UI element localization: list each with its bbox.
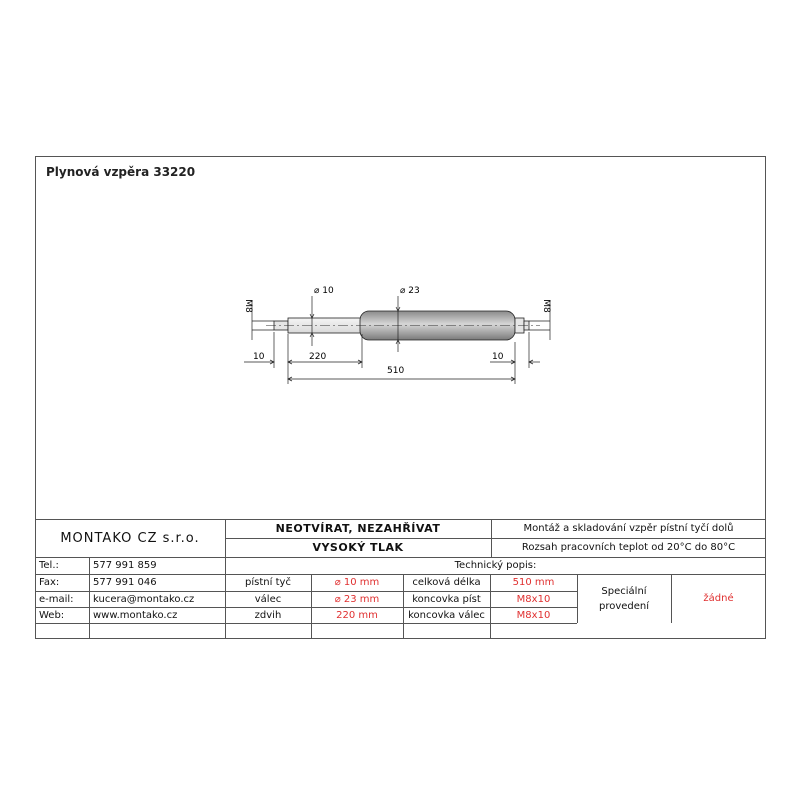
contact-label-web: Web: (39, 609, 65, 621)
assembly-note: Montáž a skladování vzpěr pístní tyčí dolů (523, 523, 734, 534)
dim-cylinder-diameter-label: ⌀ 23 (400, 286, 420, 296)
contact-value-web[interactable]: www.montako.cz (93, 609, 178, 621)
title-block (35, 519, 766, 639)
dim-rod-end-length-label: 10 (253, 352, 265, 362)
spec-value-stroke: 220 mm (336, 609, 378, 621)
spec-label-rod-end: koncovka píst (412, 593, 481, 605)
temperature-note: Rozsah pracovních teplot od 20°C do 80°C (521, 542, 736, 553)
contact-label-fax: Fax: (39, 577, 60, 588)
dim-cylinder-end-length-label: 10 (492, 352, 504, 362)
technical-header: Technický popis: (454, 560, 537, 571)
spec-value-total-length: 510 mm (512, 577, 555, 588)
dim-total-length-label: 510 (387, 366, 405, 376)
drawing-title: Plynová vzpěra 33220 (46, 165, 196, 179)
dim-cylinder-thread-label: M8 (541, 299, 551, 313)
warning-line-2: VYSOKÝ TLAK (312, 541, 404, 554)
spec-value-rod: ⌀ 10 mm (334, 577, 380, 588)
special-version-value: žádné (703, 593, 734, 604)
contact-value-email[interactable]: kucera@montako.cz (93, 593, 195, 605)
spec-label-rod: pístní tyč (245, 577, 291, 588)
spec-label-cylinder: válec (254, 593, 282, 605)
warning-line-1: NEOTVÍRAT, NEZAHŘÍVAT (275, 522, 441, 535)
spec-label-stroke: zdvih (254, 609, 282, 621)
contact-label-email: e-mail: (39, 593, 74, 605)
contact-value-tel: 577 991 859 (93, 560, 157, 571)
spec-label-total-length: celková délka (412, 577, 481, 588)
dim-rod-thread-label: M8 (243, 299, 253, 313)
contact-value-fax: 577 991 046 (93, 577, 157, 588)
dim-stroke-label: 220 (309, 352, 327, 362)
dim-rod-diameter-label: ⌀ 10 (314, 286, 334, 296)
contact-label-tel: Tel.: (39, 560, 59, 571)
spec-value-rod-end: M8x10 (516, 593, 551, 605)
special-version-label: Speciální provedení (598, 586, 650, 612)
spec-label-cylinder-end: koncovka válec (408, 609, 485, 621)
spec-value-cylinder-end: M8x10 (516, 609, 551, 621)
spec-value-cylinder: ⌀ 23 mm (334, 593, 380, 605)
company-name: MONTAKO CZ s.r.o. (60, 530, 200, 546)
dim-rod-thread (252, 300, 274, 340)
dim-total-length (288, 377, 515, 381)
